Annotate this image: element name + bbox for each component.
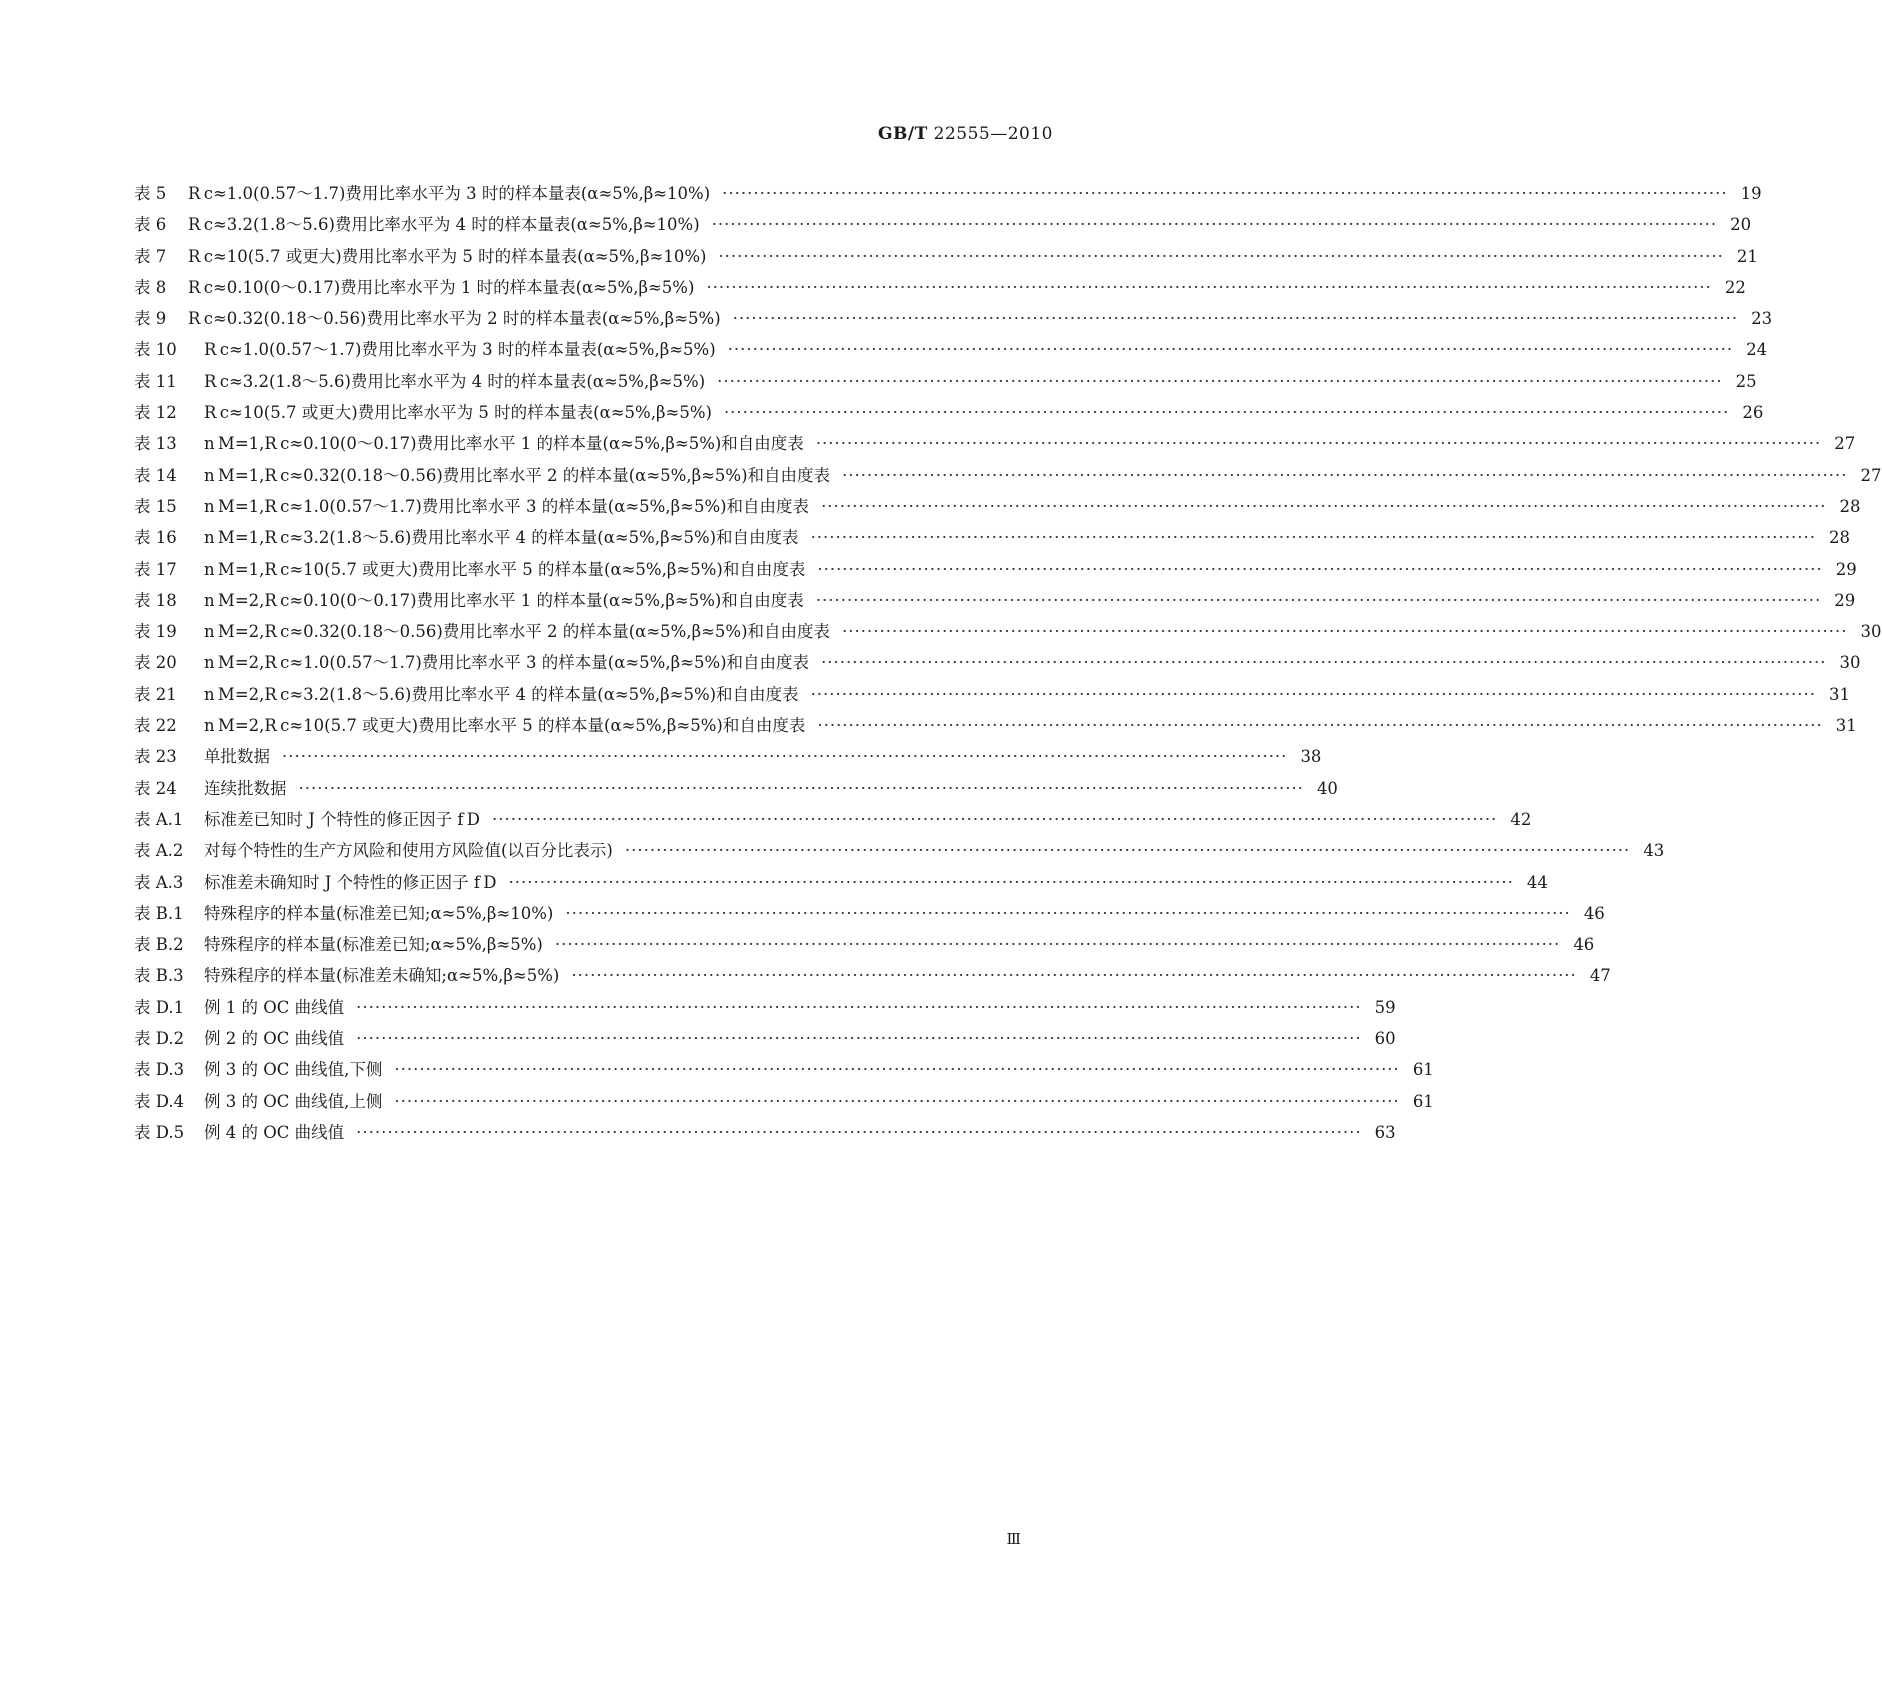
- toc-leader-dots: [817, 710, 1822, 741]
- toc-leader-dots: [299, 773, 1304, 804]
- toc-entry-number: 表 7: [134, 246, 167, 266]
- toc-leader-dots: [817, 554, 1822, 585]
- toc-entry-page: 60: [1374, 1029, 1396, 1049]
- toc-leader-dots: [842, 460, 1847, 491]
- toc-entry-title: 对每个特性的生产方风险和使用方风险值(以百分比表示): [204, 841, 613, 861]
- toc-entry-title: n M=2,R c≈1.0(0.57～1.7)费用比率水平 3 的样本量(α≈5%,β≈5%)和自由度表: [204, 653, 810, 673]
- toc-entry-title: n M=1,R c≈0.32(0.18～0.56)费用比率水平 2 的样本量(α≈5%,β≈5%)和自由度表: [204, 465, 831, 485]
- toc-entry-page: 40: [1316, 778, 1338, 798]
- toc-entry-number: 表 14: [134, 465, 177, 485]
- toc-entry: [134, 585, 1856, 616]
- toc-entry-title: n M=2,R c≈0.32(0.18～0.56)费用比率水平 2 的样本量(α≈5%,β≈5%)和自由度表: [204, 622, 831, 642]
- toc-leader-dots: [811, 522, 1816, 553]
- toc-entry-number: 表 D.4: [134, 1091, 185, 1111]
- toc-entry: [134, 1117, 1396, 1148]
- toc-entry-title: 连续批数据: [204, 778, 287, 798]
- toc-entry-page: 43: [1643, 841, 1665, 861]
- toc-entry-page: 42: [1510, 809, 1532, 829]
- toc-entry-page: 30: [1860, 622, 1882, 642]
- toc-entry-number: 表 D.5: [134, 1122, 185, 1142]
- toc-leader-dots: [492, 804, 1497, 835]
- standard-header: [878, 124, 1053, 144]
- toc-entry: [134, 992, 1396, 1023]
- toc-entry-number: 表 D.1: [134, 997, 185, 1017]
- toc-entry: [134, 209, 1752, 240]
- toc-entry-number: 表 A.1: [134, 809, 184, 829]
- toc-leader-dots: [356, 992, 1361, 1023]
- toc-entry-page: 44: [1526, 872, 1548, 892]
- toc-entry: [134, 929, 1595, 960]
- toc-leader-dots: [842, 616, 1847, 647]
- toc-entry-number: 表 23: [134, 747, 177, 767]
- toc-entry-page: 25: [1735, 371, 1757, 391]
- toc-leader-dots: [356, 1117, 1361, 1148]
- toc-entry-number: 表 D.2: [134, 1029, 185, 1049]
- toc-leader-dots: [625, 835, 1630, 866]
- toc-entry-page: 38: [1300, 747, 1322, 767]
- toc-entry: [134, 241, 1758, 272]
- toc-entry-page: 63: [1374, 1122, 1396, 1142]
- toc-entry-title: R c≈10(5.7 或更大)费用比率水平为 5 时的样本量表(α≈5%,β≈5%): [204, 403, 712, 423]
- toc-entry: [134, 460, 1882, 491]
- toc-entry-page: 47: [1589, 966, 1611, 986]
- table-of-contents: [134, 178, 1882, 1148]
- toc-entry-title: 例 3 的 OC 曲线值,上侧: [204, 1091, 383, 1111]
- toc-entry: [134, 679, 1850, 710]
- toc-entry-title: 特殊程序的样本量(标准差已知;α≈5%,β≈5%): [204, 935, 543, 955]
- toc-entry: [134, 428, 1856, 459]
- toc-entry-page: 19: [1740, 184, 1762, 203]
- toc-leader-dots: [811, 679, 1816, 710]
- toc-entry: [134, 522, 1850, 553]
- toc-entry: [134, 491, 1861, 522]
- toc-entry-number: 表 13: [134, 434, 177, 454]
- toc-entry-number: 表 11: [134, 371, 177, 391]
- toc-entry-number: 表 D.3: [134, 1060, 185, 1080]
- toc-entry-page: 28: [1829, 528, 1850, 548]
- toc-entry-title: 特殊程序的样本量(标准差已知;α≈5%,β≈10%): [204, 903, 554, 923]
- toc-leader-dots: [282, 741, 1287, 772]
- toc-leader-dots: [816, 428, 1821, 459]
- toc-entry: [134, 303, 1773, 334]
- toc-entry-number: 表 16: [134, 528, 177, 548]
- toc-entry-title: 标准差未确知时 J 个特性的修正因子 f D: [204, 872, 497, 892]
- toc-leader-dots: [356, 1023, 1361, 1054]
- toc-entry-page: 61: [1412, 1091, 1434, 1111]
- toc-entry-number: 表 15: [134, 496, 177, 516]
- toc-entry-page: 27: [1860, 465, 1882, 485]
- toc-entry: [134, 554, 1857, 585]
- toc-entry-title: n M=2,R c≈0.10(0～0.17)费用比率水平 1 的样本量(α≈5%,β≈5%)和自由度表: [204, 590, 804, 610]
- toc-leader-dots: [571, 960, 1576, 991]
- toc-entry-page: 46: [1573, 935, 1595, 955]
- toc-entry-title: R c≈10(5.7 或更大)费用比率水平为 5 时的样本量表(α≈5%,β≈10%): [188, 246, 707, 266]
- toc-leader-dots: [565, 898, 1570, 929]
- toc-entry-title: R c≈1.0(0.57～1.7)费用比率水平为 3 时的样本量表(α≈5%,β≈5%): [204, 340, 716, 360]
- toc-entry-number: 表 8: [134, 277, 167, 297]
- toc-entry-title: n M=2,R c≈10(5.7 或更大)费用比率水平 5 的样本量(α≈5%,β≈5%)和自由度表: [204, 716, 806, 736]
- toc-entry-number: 表 B.1: [134, 903, 184, 923]
- toc-entry-page: 29: [1835, 559, 1857, 579]
- toc-entry-page: 22: [1724, 277, 1746, 297]
- toc-entry-number: 表 12: [134, 403, 177, 423]
- toc-entry: [134, 1023, 1396, 1054]
- toc-entry: [134, 898, 1605, 929]
- toc-entry-title: 例 3 的 OC 曲线值,下侧: [204, 1060, 383, 1080]
- toc-entry: [134, 647, 1861, 678]
- toc-entry-page: 27: [1834, 434, 1856, 454]
- toc-leader-dots: [555, 929, 1560, 960]
- toc-entry-number: 表 A.3: [134, 872, 184, 892]
- toc-leader-dots: [717, 366, 1722, 397]
- toc-entry-page: 23: [1751, 309, 1773, 329]
- toc-entry: [134, 835, 1665, 866]
- toc-entry: [134, 1054, 1434, 1085]
- toc-entry-page: 59: [1374, 997, 1396, 1017]
- toc-entry-page: 61: [1412, 1060, 1434, 1080]
- toc-entry: [134, 397, 1764, 428]
- toc-entry-title: R c≈3.2(1.8～5.6)费用比率水平为 4 时的样本量表(α≈5%,β≈10%): [188, 215, 700, 235]
- toc-leader-dots: [724, 397, 1729, 428]
- toc-leader-dots: [706, 272, 1711, 303]
- toc-entry-number: 表 B.3: [134, 966, 184, 986]
- toc-entry: [134, 272, 1746, 303]
- toc-entry-title: n M=2,R c≈3.2(1.8～5.6)费用比率水平 4 的样本量(α≈5%,β≈5%)和自由度表: [204, 684, 799, 704]
- standard-number: 22555—2010: [933, 124, 1053, 144]
- toc-entry-page: 29: [1834, 590, 1856, 610]
- toc-entry: [134, 1086, 1434, 1117]
- toc-entry-title: n M=1,R c≈1.0(0.57～1.7)费用比率水平 3 的样本量(α≈5%,β≈5%)和自由度表: [204, 496, 810, 516]
- toc-leader-dots: [712, 209, 1717, 240]
- toc-entry-number: 表 5: [134, 184, 167, 203]
- toc-leader-dots: [733, 303, 1738, 334]
- toc-entry-page: 46: [1583, 903, 1605, 923]
- toc-entry-number: 表 18: [134, 590, 177, 610]
- toc-entry-number: 表 17: [134, 559, 177, 579]
- toc-entry: [134, 773, 1338, 804]
- toc-entry: [134, 334, 1768, 365]
- toc-entry: [134, 366, 1757, 397]
- toc-entry: [134, 867, 1548, 898]
- toc-entry-title: n M=1,R c≈10(5.7 或更大)费用比率水平 5 的样本量(α≈5%,β≈5%)和自由度表: [204, 559, 806, 579]
- toc-entry-page: 20: [1730, 215, 1752, 235]
- toc-leader-dots: [728, 334, 1733, 365]
- toc-entry-number: 表 B.2: [134, 935, 184, 955]
- toc-entry-title: 例 4 的 OC 曲线值: [204, 1122, 345, 1142]
- toc-entry-number: 表 24: [134, 778, 177, 798]
- toc-entry-title: 例 2 的 OC 曲线值: [204, 1029, 345, 1049]
- toc-entry-title: R c≈1.0(0.57～1.7)费用比率水平为 3 时的样本量表(α≈5%,β≈10%): [188, 184, 711, 203]
- toc-entry: [134, 960, 1611, 991]
- toc-leader-dots: [718, 241, 1723, 272]
- toc-entry: [134, 616, 1882, 647]
- toc-entry-title: n M=1,R c≈3.2(1.8～5.6)费用比率水平 4 的样本量(α≈5%,β≈5%)和自由度表: [204, 528, 799, 548]
- toc-leader-dots: [816, 585, 1821, 616]
- toc-entry-title: 特殊程序的样本量(标准差未确知;α≈5%,β≈5%): [204, 966, 560, 986]
- toc-entry-number: 表 9: [134, 309, 167, 329]
- toc-entry-title: R c≈3.2(1.8～5.6)费用比率水平为 4 时的样本量表(α≈5%,β≈5%): [204, 371, 706, 391]
- toc-leader-dots: [508, 867, 1513, 898]
- toc-entry-number: 表 A.2: [134, 841, 184, 861]
- toc-entry-title: 例 1 的 OC 曲线值: [204, 997, 345, 1017]
- toc-entry-number: 表 21: [134, 684, 177, 704]
- toc-entry-title: 标准差已知时 J 个特性的修正因子 f D: [204, 809, 480, 829]
- toc-entry-page: 26: [1742, 403, 1764, 423]
- toc-leader-dots: [394, 1054, 1399, 1085]
- toc-entry-page: 31: [1829, 684, 1850, 704]
- toc-leader-dots: [722, 178, 1727, 209]
- toc-entry: [134, 710, 1857, 741]
- toc-entry-title: R c≈0.32(0.18～0.56)费用比率水平为 2 时的样本量表(α≈5%,β≈5%): [188, 309, 721, 329]
- toc-entry: [134, 741, 1322, 772]
- toc-entry-page: 28: [1839, 496, 1861, 516]
- standard-prefix: GB/T: [878, 124, 928, 144]
- toc-entry-number: 表 19: [134, 622, 177, 642]
- toc-entry: [134, 804, 1532, 835]
- toc-entry-number: 表 20: [134, 653, 177, 673]
- toc-entry-number: 表 6: [134, 215, 167, 235]
- toc-entry-page: 21: [1736, 246, 1758, 266]
- toc-leader-dots: [821, 491, 1826, 522]
- toc-entry-title: n M=1,R c≈0.10(0～0.17)费用比率水平 1 的样本量(α≈5%,β≈5%)和自由度表: [204, 434, 804, 454]
- toc-entry-page: 31: [1835, 716, 1857, 736]
- toc-leader-dots: [394, 1086, 1399, 1117]
- page-number: Ⅲ: [1006, 1530, 1021, 1548]
- toc-entry-page: 30: [1839, 653, 1861, 673]
- toc-leader-dots: [821, 647, 1826, 678]
- toc-entry-number: 表 22: [134, 716, 177, 736]
- toc-entry-number: 表 10: [134, 340, 177, 360]
- toc-entry-title: 单批数据: [204, 747, 270, 767]
- toc-entry-title: R c≈0.10(0～0.17)费用比率水平为 1 时的样本量表(α≈5%,β≈5%): [188, 277, 695, 297]
- toc-entry: [134, 178, 1762, 209]
- toc-entry-page: 24: [1746, 340, 1768, 360]
